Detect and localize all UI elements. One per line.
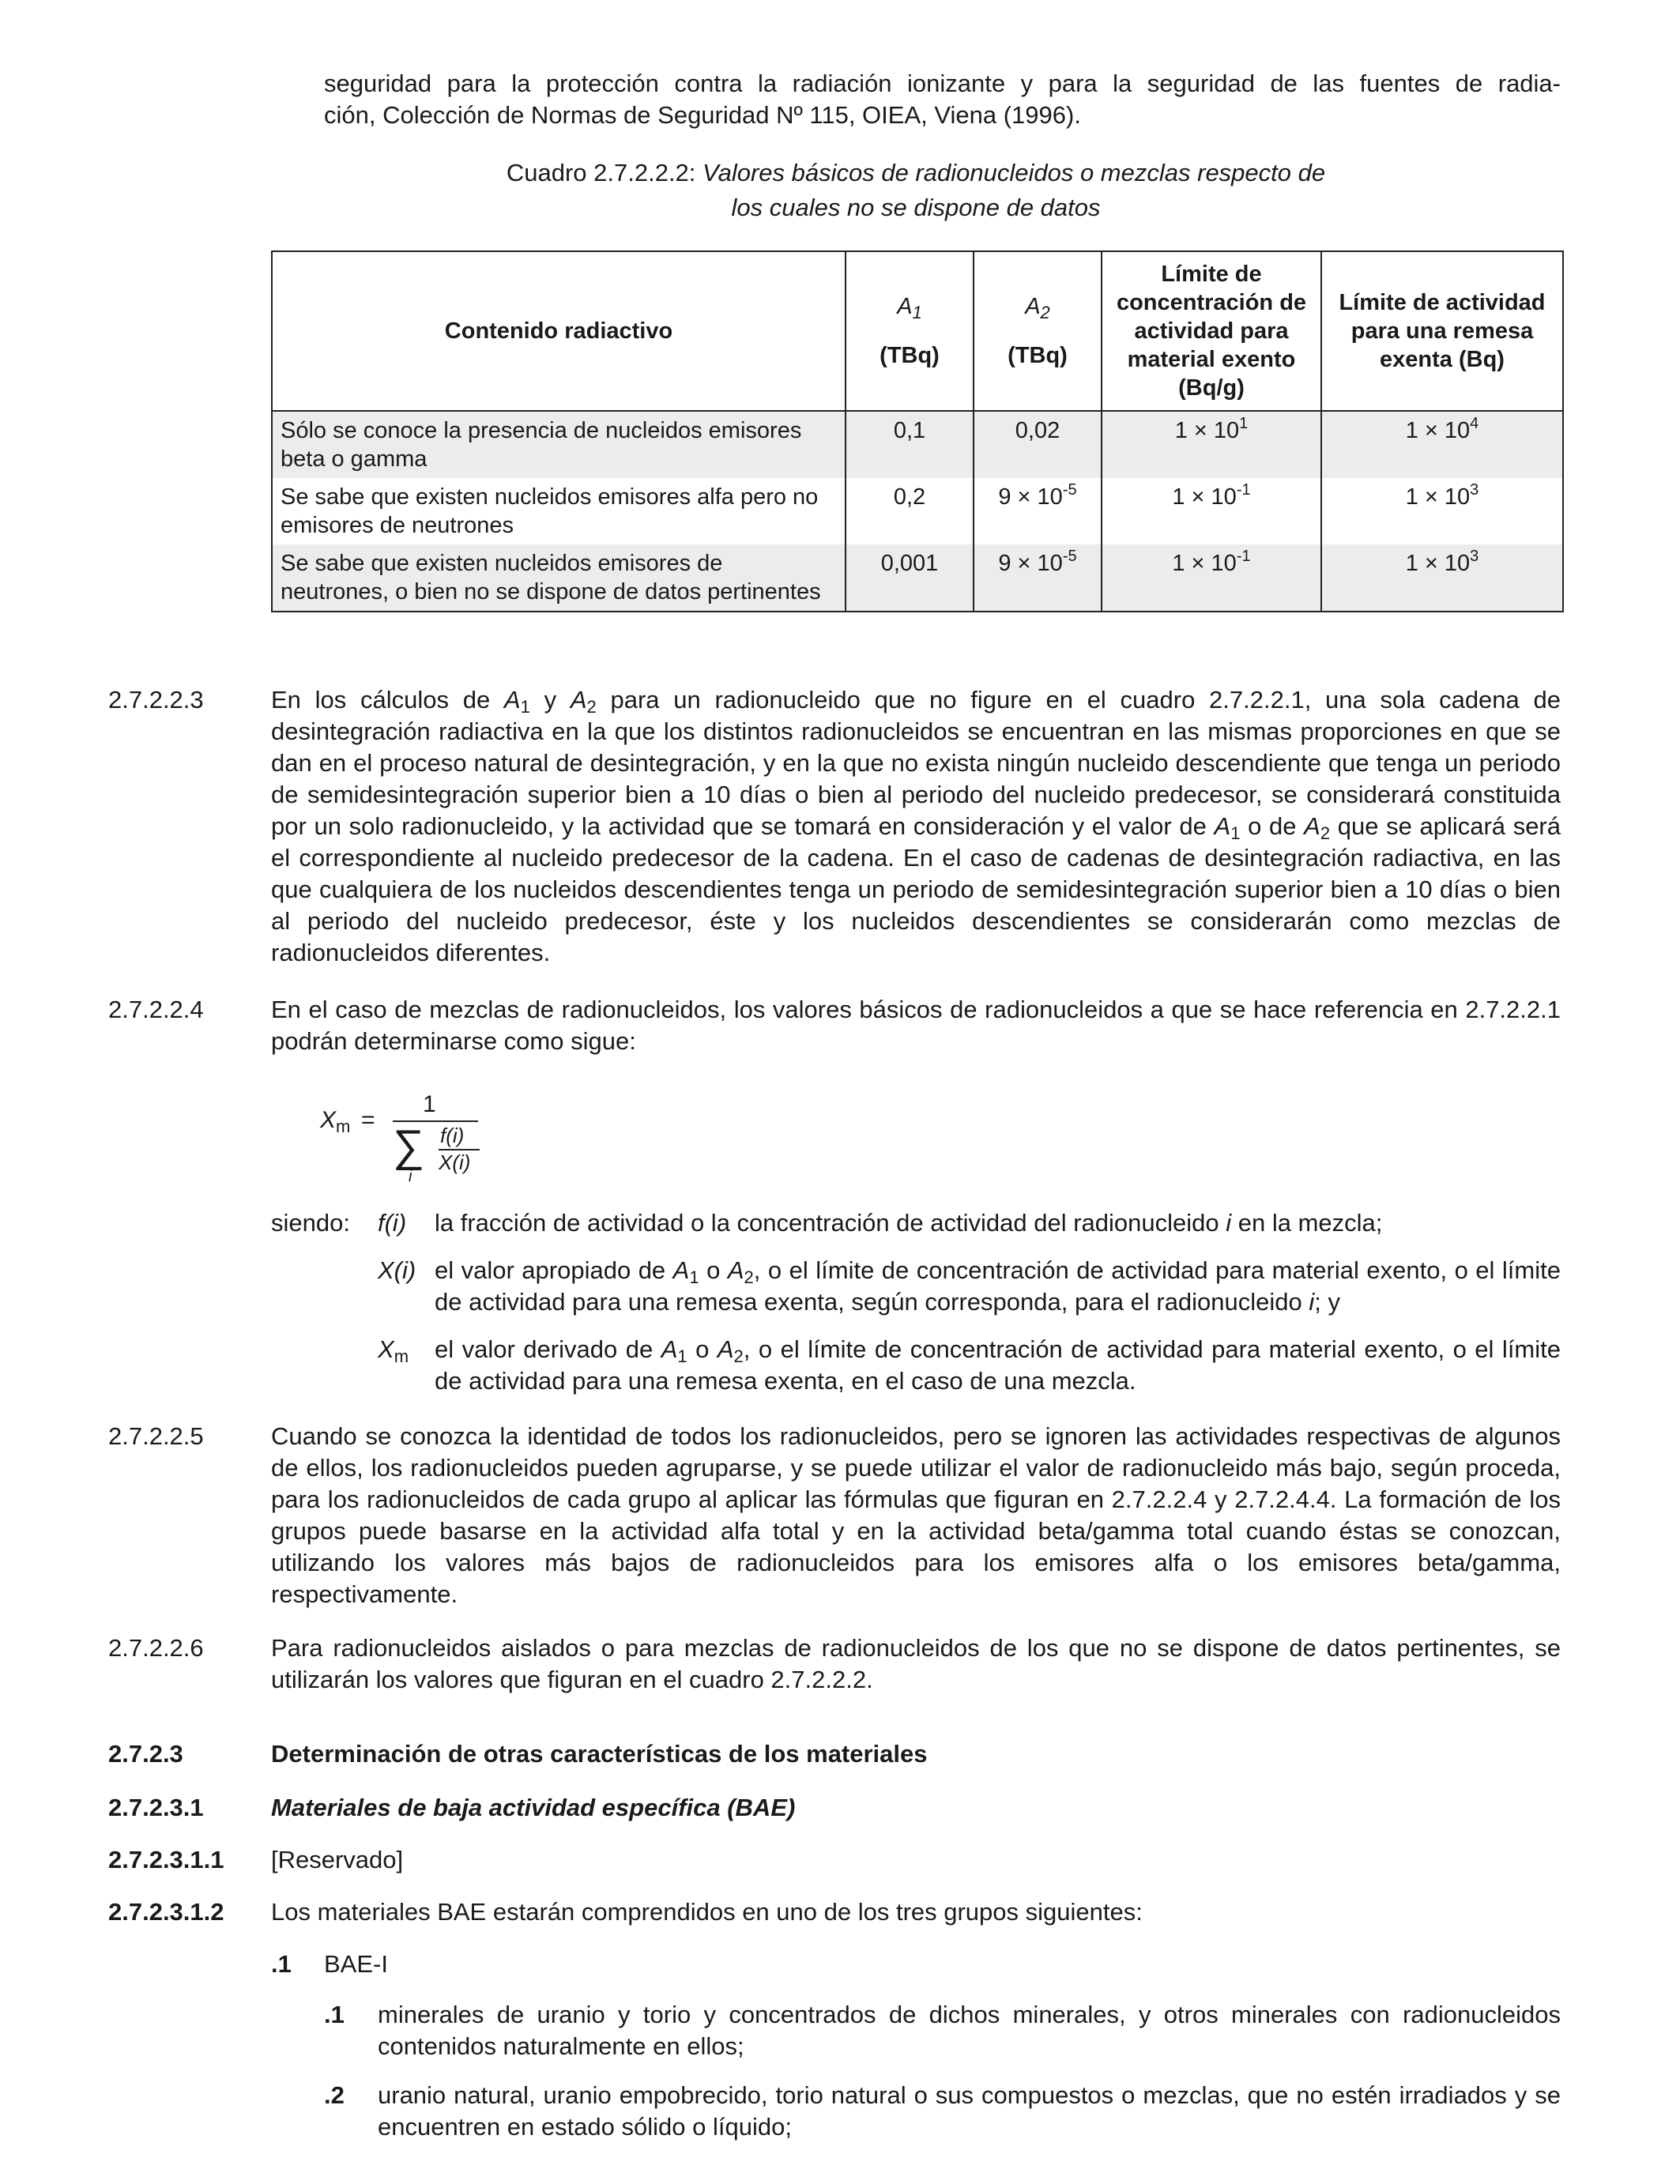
cell-content: Se sabe que existen nucleidos emisores de neutrones, o bien no se dispone de datos pertinentes [272,544,846,612]
section-2-7-2-2-6-text: Para radionucleidos aislados o para mezclas de radionucleidos de los que no se dispone de datos pertinentes, se utilizarán los valores que figuran en el cuadro 2.7.2.2.2. [271,1634,1561,1693]
a2-value: 9 × 10 [998,551,1063,576]
header-conc-limit: Límite de concentración de actividad para material exento (Bq/g) [1102,251,1321,411]
symbol-a: A [503,686,521,714]
text-part: para un radionucleido que no figure en el cuadro 2.7.2.2.1, una sola cadena de desintegración radiactiva en la que los distintos radionucleidos se encuentran en las mismas proporciones en que se dan en el proceso natural de desintegración, y en la que no exista ningún nucleido descendiente que tenga un periodo de semidesintegración superior bien a 10 días o bien al periodo del nucleido predecesor, se considerará constituida por un solo radionucleido, y la actividad que se tomará en consideración y el valor de [271,686,1561,840]
act-exp: 3 [1470,481,1479,499]
section-2-7-2-2-3-text [271,684,1561,969]
cell-a1: 0,1 [846,411,974,478]
sub-1: 1 [677,1346,687,1366]
text-part: ; y [1314,1288,1341,1316]
a2-value: 9 × 10 [998,484,1063,510]
formula-numerator: 1 [423,1091,436,1117]
act-value: 1 × 10 [1405,551,1471,576]
table-caption [271,156,1561,225]
list-number: .1 [271,1950,292,1978]
header-a1 [846,251,974,411]
act-exp: 3 [1470,548,1479,565]
symbol-a: A [717,1335,734,1363]
section-number: 2.7.2.3.1.1 [108,1846,224,1873]
intro-line-2: ción, Colección de Normas de Seguridad Nº 115, OIEA, Viena (1996). [324,101,1081,129]
cell-act [1321,478,1563,544]
list-number: .1 [324,2001,345,2028]
text-part: que se aplicará será el correspondiente al nucleido predecesor de la cadena. En el caso de cadenas de desintegración radiactiva, en las que cualquiera de los nucleidos descendientes tenga un periodo de semidesintegración superior bien a 10 días o bien al periodo del nucleido predecesor, éste y los nucleidos descendientes se considerarán como mezclas de radionucleidos diferentes. [271,812,1561,966]
caption-label: Cuadro 2.7.2.2.2: [506,159,696,186]
text-part: , o el límite de concentración de actividad para material exento, o el límite de actividad para una remesa exenta, en el caso de una mezcla. [435,1335,1561,1395]
formula-inner-num: f(i) [440,1124,465,1147]
def-term-f: f(i) [378,1209,407,1237]
a1-symbol: A [897,294,913,319]
a1-unit: (TBq) [880,343,940,368]
list-item: minerales de uranio y torio y concentrados de dichos minerales, y otros minerales con radionucleidos contenidos naturalmente en ellos; [378,2001,1561,2060]
text-part: , o el límite de concentración de actividad para material exento, o el límite de actividad para una remesa exenta, según corresponda, para el radionucleido [435,1256,1561,1316]
sub-2: 2 [733,1346,744,1366]
text-part: En los cálculos de [271,686,504,714]
caption-line-1 [271,156,1561,190]
a2-sub: 2 [1040,303,1050,322]
section-number: 2.7.2.3.1.2 [108,1898,224,1926]
sub-1: 1 [689,1267,699,1287]
cell-content: Sólo se conoce la presencia de nucleidos emisores beta o gamma [272,411,846,478]
def-text-xm [435,1334,1561,1397]
symbol-a: A [1304,812,1320,840]
act-value: 1 × 10 [1405,418,1471,443]
symbol-a: A [727,1256,744,1284]
cell-content: Se sabe que existen nucleidos emisores alfa pero no emisores de neutrones [272,478,846,544]
sub-2: 2 [1320,823,1331,843]
text-part: o de [1240,812,1305,840]
cell-a1: 0,001 [846,544,974,612]
header-activity-limit: Límite de actividad para una remesa exenta (Bq) [1321,251,1563,411]
sub-1: 1 [1230,823,1241,843]
conc-exp: -1 [1236,481,1251,499]
def-term-x: X(i) [378,1256,416,1284]
basic-values-table [271,250,1564,612]
cell-act [1321,544,1563,612]
formula-lhs-sub: m [336,1116,351,1136]
section-2-7-2-3-1-2-text: Los materiales BAE estarán comprendidos en uno de los tres grupos siguientes: [271,1898,1143,1926]
section-2-7-2-2-5-text: Cuando se conozca la identidad de todos los radionucleidos, pero se ignoren las actividades respectivas de algunos de ellos, los radionucleidos pueden agruparse, y se puede utilizar el valor de radionucleido más bajo, según proceda, para los radionucleidos de cada grupo al aplicar las fórmulas que figuran en 2.7.2.2.4 y 2.7.2.4.4. La formación de los grupos puede basarse en la actividad alfa total y en la actividad beta/gamma total cuando éstas se conozcan, utilizando los valores más bajos de radionucleidos para los emisores alfa o los emisores beta/gamma, respectivamente. [271,1422,1561,1608]
text-part: y [529,686,571,714]
text-part: el valor derivado de [435,1335,661,1363]
caption-title-2: los cuales no se dispone de datos [731,194,1101,221]
header-content: Contenido radiactivo [272,251,846,411]
sub-1: 1 [520,697,530,717]
term-sub: m [394,1346,409,1366]
section-2-7-2-2-4-text: En el caso de mezclas de radionucleidos, los valores básicos de radionucleidos a que se hace referencia en 2.7.2.2.1 podrán determinarse como sigue: [271,996,1561,1055]
text-part: o [687,1335,718,1363]
section-number: 2.7.2.2.6 [108,1634,204,1662]
symbol-a: A [570,686,587,714]
symbol-a: A [661,1335,678,1363]
siendo-label: siendo: [271,1209,350,1237]
a2-exp: -5 [1062,548,1077,565]
conc-exp: -1 [1236,548,1251,565]
text-part: el valor apropiado de [435,1256,673,1284]
section-2-7-2-3-title: Determinación de otras características de los materiales [271,1740,928,1768]
table-header-row [272,251,1563,411]
text-part: i [1309,1288,1315,1316]
section-2-7-2-3-1-1-text: [Reservado] [271,1846,404,1873]
a2-symbol: A [1025,294,1041,319]
list-item-bae-i: BAE-I [324,1950,388,1978]
section-number: 2.7.2.3 [108,1740,183,1768]
text-part: en la mezcla; [1231,1209,1383,1237]
a1-sub: 1 [912,303,922,322]
list-number: .2 [324,2081,345,2109]
conc-value: 1 × 10 [1172,551,1237,576]
cell-act [1321,411,1563,478]
a2-exp: -5 [1062,481,1077,499]
section-number: 2.7.2.3.1 [108,1794,204,1821]
a2-value: 0,02 [1015,418,1060,443]
def-term-xm [378,1334,409,1365]
text-part: o [699,1256,728,1284]
text-part: i [1226,1209,1232,1237]
def-text-f [435,1207,1561,1239]
cell-a2 [974,478,1102,544]
sub-2: 2 [744,1267,754,1287]
formula-lhs: X [320,1107,337,1133]
conc-exp: 1 [1239,415,1249,432]
formula-sigma-index: i [409,1168,412,1185]
section-number: 2.7.2.2.3 [108,686,204,714]
table-row [272,544,1563,612]
term-x: X [378,1335,394,1363]
act-exp: 4 [1470,415,1479,432]
cell-conc [1102,544,1321,612]
sub-2: 2 [586,697,597,717]
cell-a2 [974,411,1102,478]
header-a2 [974,251,1102,411]
cell-conc [1102,411,1321,478]
intro-line-1: seguridad para la protección contra la radiación ionizante y para la seguridad de las fuentes de radia- [324,70,1561,97]
table-row [272,478,1563,544]
symbol-a: A [672,1256,690,1284]
symbol-a: A [1214,812,1231,840]
conc-value: 1 × 10 [1174,418,1240,443]
list-item: uranio natural, uranio empobrecido, torio natural o sus compuestos o mezclas, que no estén irradiados y se encuentren en estado sólido o líquido; [378,2081,1561,2141]
cell-a2 [974,544,1102,612]
act-value: 1 × 10 [1405,484,1471,510]
formula-inner-den: X(i) [439,1150,471,1174]
section-number: 2.7.2.2.5 [108,1422,204,1450]
mixture-formula [320,1090,525,1193]
section-2-7-2-3-1-title: Materiales de baja actividad específica (BAE) [271,1794,796,1821]
def-text-x [435,1255,1561,1318]
cell-conc [1102,478,1321,544]
table-row [272,411,1563,478]
section-number: 2.7.2.2.4 [108,996,204,1023]
formula-sigma: ∑ [393,1120,424,1170]
text-part: la fracción de actividad o la concentración de actividad del radionucleido [435,1209,1226,1237]
a2-unit: (TBq) [1008,343,1068,368]
cell-a1: 0,2 [846,478,974,544]
formula-eq: = [361,1107,375,1133]
conc-value: 1 × 10 [1172,484,1237,510]
caption-title-1: Valores básicos de radionucleidos o mezclas respecto de [703,159,1326,186]
